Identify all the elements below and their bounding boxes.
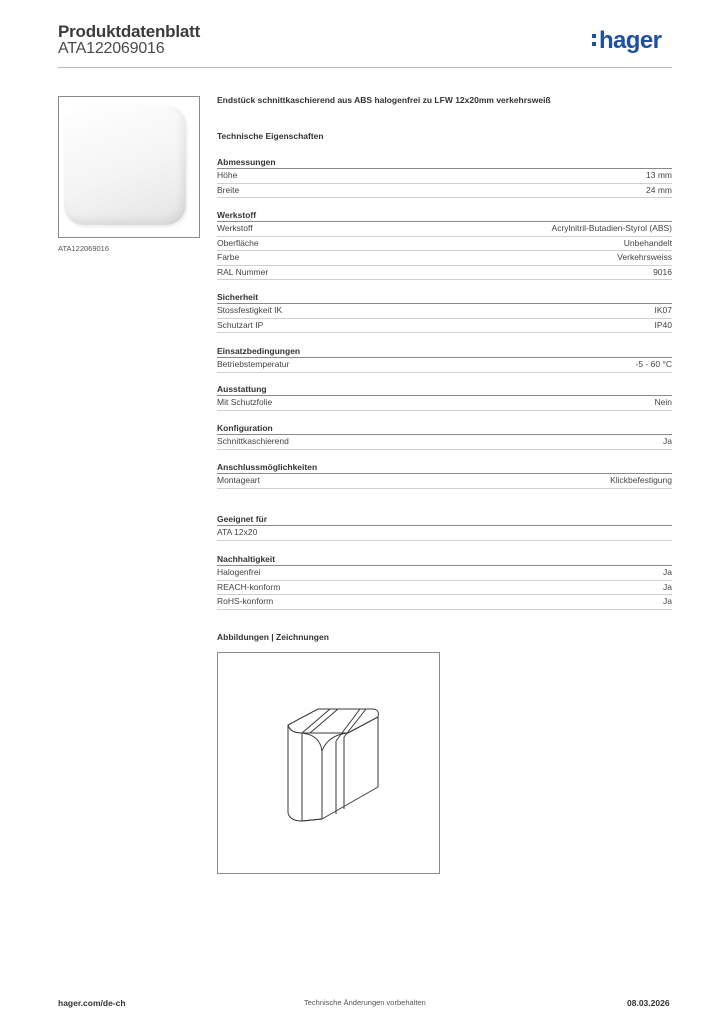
property-row	[217, 184, 672, 199]
property-label: Breite	[217, 184, 240, 195]
property-label: Montageart	[217, 475, 260, 485]
section-nachhaltigkeit	[217, 553, 672, 610]
section-title: Abmessungen	[217, 156, 672, 169]
property-value: Ja	[663, 596, 672, 606]
property-label: Höhe	[217, 170, 238, 180]
property-row	[217, 304, 672, 319]
header-divider	[58, 67, 672, 68]
property-row	[217, 566, 672, 581]
property-row	[217, 169, 672, 184]
property-row	[217, 595, 672, 610]
property-value: Ja	[663, 567, 672, 577]
property-value: IK07	[654, 305, 672, 315]
article-number: ATA122069016	[58, 40, 165, 57]
property-row	[217, 396, 672, 411]
end-cap-photo	[64, 105, 186, 225]
property-value: Ja	[663, 581, 672, 592]
property-label: Farbe	[217, 252, 240, 262]
property-label: Halogenfrei	[217, 567, 261, 577]
document-title: Produktdatenblatt	[58, 22, 201, 41]
property-row	[217, 266, 672, 281]
property-label: Schnittkaschierend	[217, 436, 289, 446]
section-anschlussmoeglichkeiten	[217, 461, 672, 489]
property-row	[217, 526, 672, 541]
footer-notice: Technische Änderungen vorbehalten	[304, 998, 426, 1007]
product-image-caption: ATA122069016	[58, 244, 110, 253]
property-label: Mit Schutzfolie	[217, 397, 273, 407]
section-title: Anschlussmöglichkeiten	[217, 461, 672, 474]
property-value: Unbehandelt	[623, 237, 672, 248]
product-title: Endstück schnittkaschierend aus ABS halogenfrei zu LFW 12x20mm verkehrsweiß	[217, 95, 551, 105]
property-row	[217, 237, 672, 252]
property-row	[217, 358, 672, 373]
section-konfiguration	[217, 422, 672, 450]
property-label: RoHS-konform	[217, 596, 274, 606]
property-value: 9016	[653, 266, 672, 277]
logo-text: hager	[599, 27, 662, 54]
section-geeignet-fuer	[217, 513, 672, 541]
section-title: Konfiguration	[217, 422, 672, 435]
end-cap-line-drawing	[218, 653, 439, 873]
section-werkstoff	[217, 209, 672, 280]
section-abmessungen	[217, 156, 672, 198]
property-label: Stossfestigkeit IK	[217, 305, 283, 315]
property-label: Betriebstemperatur	[217, 359, 290, 369]
section-sicherheit	[217, 291, 672, 333]
hager-logo[interactable]	[592, 28, 661, 54]
property-row	[217, 222, 672, 237]
product-image	[58, 96, 200, 238]
property-label: RAL Nummer	[217, 266, 269, 277]
property-label: REACH-konform	[217, 581, 281, 592]
property-value: -5 - 60 °C	[635, 359, 672, 369]
property-value: Nein	[654, 397, 672, 407]
property-row	[217, 581, 672, 596]
section-title: Einsatzbedingungen	[217, 345, 672, 358]
logo-colon-icon	[592, 33, 597, 47]
property-row	[217, 251, 672, 266]
property-value: Ja	[663, 436, 672, 446]
section-title: Ausstattung	[217, 383, 672, 396]
property-label: Werkstoff	[217, 223, 253, 233]
section-title: Sicherheit	[217, 291, 672, 304]
property-value: 24 mm	[646, 184, 672, 195]
property-row	[217, 435, 672, 450]
footer-website-link[interactable]: hager.com/de-ch	[58, 998, 126, 1008]
property-value: Verkehrsweiss	[617, 252, 672, 262]
footer-date: 08.03.2026	[627, 998, 670, 1008]
section-einsatzbedingungen	[217, 345, 672, 373]
property-value: Acrylnitril-Butadien-Styrol (ABS)	[551, 223, 672, 233]
section-title: Nachhaltigkeit	[217, 553, 672, 566]
property-label: ATA 12x20	[217, 527, 258, 537]
tech-properties-heading: Technische Eigenschaften	[217, 131, 324, 141]
property-label: Oberfläche	[217, 237, 259, 248]
property-value: Klickbefestigung	[610, 475, 672, 485]
figures-heading: Abbildungen | Zeichnungen	[217, 632, 329, 642]
technical-drawing	[217, 652, 440, 874]
property-value: 13 mm	[646, 170, 672, 180]
property-value: IP40	[654, 319, 672, 330]
section-ausstattung	[217, 383, 672, 411]
section-title: Geeignet für	[217, 513, 672, 526]
property-label: Schutzart IP	[217, 319, 264, 330]
property-row	[217, 319, 672, 334]
property-row	[217, 474, 672, 489]
section-title: Werkstoff	[217, 209, 672, 222]
